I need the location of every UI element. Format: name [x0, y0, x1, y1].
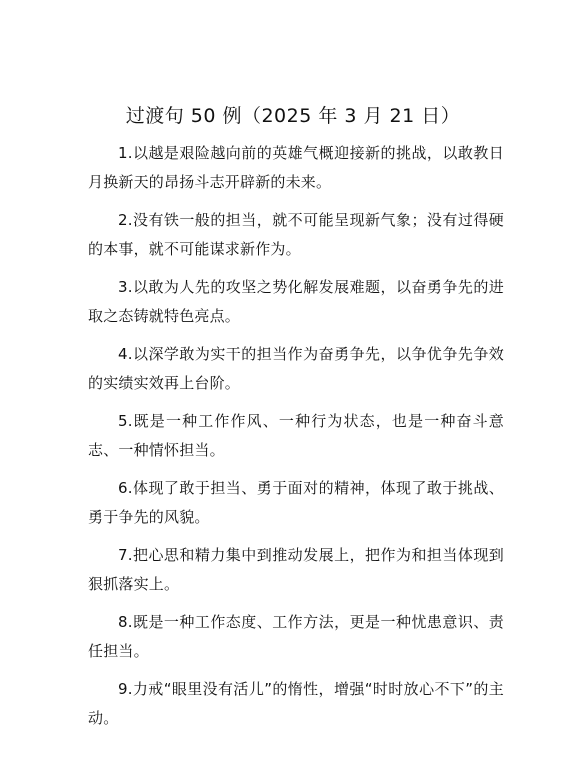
document-title: 过渡句 50 例（2025 年 3 月 21 日）	[125, 105, 461, 127]
list-item: 2.没有铁一般的担当，就不可能呈现新气象；没有过得硬的本事，就不可能谋求新作为。	[88, 211, 504, 258]
sentence-list	[88, 139, 504, 742]
list-item: 8.既是一种工作态度、工作方法，更是一种忧患意识、责任担当。	[88, 613, 504, 660]
list-item: 9.力戒“眼里没有活儿”的惰性，增强“时时放心不下”的主动。	[88, 680, 504, 727]
list-item: 4.以深学敢为实干的担当作为奋勇争先，以争优争先争效的实绩实效再上台阶。	[88, 345, 504, 392]
list-item: 7.把心思和精力集中到推动发展上，把作为和担当体现到狠抓落实上。	[88, 546, 504, 593]
list-item: 1.以越是艰险越向前的英雄气概迎接新的挑战，以敢教日月换新天的昂扬斗志开辟新的未来。	[88, 144, 504, 191]
list-item: 3.以敢为人先的攻坚之势化解发展难题，以奋勇争先的进取之态铸就特色亮点。	[88, 278, 504, 325]
list-item: 5.既是一种工作作风、一种行为状态，也是一种奋斗意志、一种情怀担当。	[88, 412, 504, 459]
list-item: 6.体现了敢于担当、勇于面对的精神，体现了敢于挑战、勇于争先的风貌。	[88, 479, 504, 526]
